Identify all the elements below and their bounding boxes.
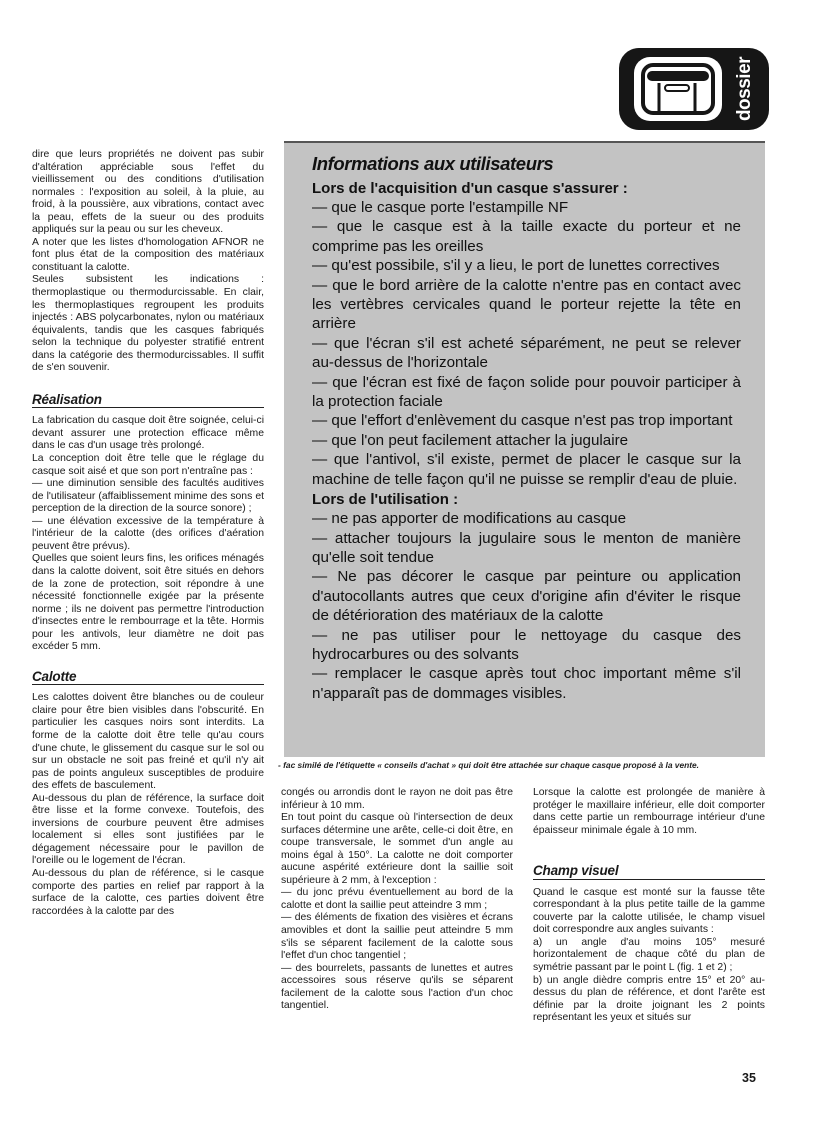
purchase-heading: Lors de l'acquisition d'un casque s'assurer :	[312, 180, 628, 197]
paragraph: Au-dessous du plan de référence, la surface doit être lisse et la forme convexe. Toutefois, des inversions de courbure peuvent être admises localement si elles sont justifiées par le dégagement nécessaire pour le pavillon de l'oreille ou le logement de l'écran.	[32, 792, 264, 867]
paragraph: Lorsque la calotte est prolongée de manière à protéger le maxillaire inférieur, elle doit comporter dans cette partie un rembourrage intérieur d'une épaisseur minimale égale à 10 mm.	[533, 787, 765, 836]
paragraph: La conception doit être telle que le réglage du casque soit aisé et que son port n'entraîne pas :	[32, 453, 264, 477]
section-title-champ-visuel: Champ visuel	[533, 865, 765, 880]
paragraph: — des bourrelets, passants de lunettes et autres accessoires sous réserve qu'ils se séparent facilement de la calotte sous l'action d'un choc tangentiel.	[281, 962, 513, 1012]
right-column	[533, 787, 765, 1025]
page-number: 35	[742, 1071, 756, 1085]
paragraph: Quand le casque est monté sur la fausse tête correspondant à la plus petite taille de la gamme couverte par la calotte utilisée, le champ visuel doit correspondre aux angles suivants :	[533, 886, 765, 936]
purchase-item: — que l'écran est fixé de façon solide pour pouvoir participer à la protection faciale	[312, 373, 741, 411]
use-item: — attacher toujours la jugulaire sous le menton de manière qu'elle soit tendue	[312, 529, 741, 566]
paragraph: Quelles que soient leurs fins, les orifices ménagés dans la calotte doivent, soit être situés en dehors de la zone de protection, soit répondre à une nécessité fonctionnelle exigée par la présente norme ; ils ne doivent pas permettre l'introduction d'insectes entre le rembourrage et la tête. Hormis pour les antivols, leur diamètre ne doit pas excéder 5 mm.	[32, 553, 264, 653]
purchase-item: — que le casque est à la taille exacte du porteur et ne comprime pas les oreilles	[312, 218, 741, 255]
middle-column	[281, 787, 513, 1013]
paragraph: A noter que les listes d'homologation AFNOR ne font plus état de la composition des matériaux constituant la calotte.	[32, 236, 264, 273]
paragraph: dire que leurs propriétés ne doivent pas subir d'altération appréciable sous l'effet du vieillissement ou des conditions d'utilisation normales : l'exposition au soleil, à la pluie, au froid, à la poussière, aux vibrations, contact avec la peau, effets de la sueur ou des produits appliqués sur la peau ou sur les cheveux.	[32, 149, 264, 236]
purchase-item: — que l'effort d'enlèvement du casque n'est pas trop important	[312, 412, 733, 430]
purchase-item: — que l'antivol, s'il existe, permet de placer le casque sur la machine de telle façon qu'il ne puisse se remplir d'eau de pluie.	[312, 451, 741, 488]
left-column	[32, 149, 264, 918]
paragraph: En tout point du casque où l'intersection de deux surfaces détermine une arête, celle-ci doit être, en coupe transversale, le sommet d'un angle au moins égal à 150°. La calotte ne doit comporter aucune aspérité extérieure dont la saillie soit supérieure à 2 mm, à l'exception :	[281, 812, 513, 886]
figure-caption: - fac similé de l'étiquette « conseils d'achat » qui doit être attachée sur chaque casque proposé à la vente.	[278, 760, 700, 770]
use-item: — ne pas utiliser pour le nettoyage du casque des hydrocarbures ou des solvants	[312, 626, 741, 663]
purchase-item: — que l'écran s'il est acheté séparément, ne peut se relever au-dessus de l'horizontale	[312, 334, 741, 372]
paragraph: Seules subsistent les indications : thermoplastique ou thermodurcissable. En clair, les thermoplastiques regroupent les produits injectés : ABS polycarbonates, nylon ou matériaux équivalents, tandis que les casques fabriqués selon la technique du polyester stratifié entrent dans la catégorie des thermodurcissables. Il suffit de s'en souvenir.	[32, 274, 264, 374]
paragraph: Les calottes doivent être blanches ou de couleur claire pour être bien visibles dans l'obscurité. En particulier les casques noirs sont interdits. La forme de la calotte doit être telle qu'au cours d'une chute, le glissement du casque sur le sol ou sur un obstacle ne soit pas freiné et qu'il n'y ait pas de points anguleux susceptibles de produire des effets de basculement.	[32, 692, 264, 792]
paragraph: congés ou arrondis dont le rayon ne doit pas être inférieur à 10 mm.	[281, 787, 513, 811]
use-item: — ne pas apporter de modifications au casque	[312, 510, 627, 528]
paragraph: — une diminution sensible des facultés auditives de l'utilisateur (affaiblissement minime des sons et perception de la direction de la source sonore) ;	[32, 478, 264, 515]
use-item: — remplacer le casque après tout choc important même s'il n'apparaît pas de dommages visibles.	[312, 665, 741, 702]
paragraph: La fabrication du casque doit être soignée, celui-ci devant assurer une protection efficace même dans le cas d'un usage très prolongé.	[32, 415, 264, 452]
paragraph: a) un angle d'au moins 105° mesuré horizontalement de chaque côté du plan de symétrie passant par le point L (fig. 1 et 2) ;	[533, 936, 765, 974]
paragraph: — du jonc prévu éventuellement au bord de la calotte et dont la saillie peut atteindre 3 mm ;	[281, 887, 513, 911]
paragraph: Au-dessous du plan de référence, si le casque comporte des parties en relief par rapport à la surface de la calotte, ces parties doivent être raccordées à la calotte par des	[32, 867, 264, 917]
logo-text: dossier	[734, 56, 755, 122]
paragraph: — des éléments de fixation des visières et écrans amovibles et dont la saillie peut atteindre 5 mm s'ils se séparent facilement de la calotte sous l'effet d'un choc tangentiel ;	[281, 912, 513, 962]
section-title-calotte: Calotte	[32, 671, 264, 686]
paragraph: b) un angle dièdre compris entre 15° et 20° au-dessus du plan de référence, et dont l'arête est définie par la droite joignant les 2 points représentant les yeux et situés sur	[533, 974, 765, 1024]
section-title-realisation: Réalisation	[32, 394, 264, 409]
user-information-box	[284, 141, 765, 757]
purchase-item: — que le bord arrière de la calotte n'entre pas en contact avec les vertèbres cervicales quand le porteur rejette la tête en arrière	[312, 276, 741, 333]
use-item: — Ne pas décorer le casque par peinture ou application d'autocollants autres que ceux d'origine afin d'éviter le risque de détérioration des matériaux de la calotte	[312, 568, 741, 625]
purchase-item: — que le casque porte l'estampille NF	[312, 199, 569, 216]
purchase-item: — qu'est possibile, s'il y a lieu, le port de lunettes correctives	[312, 257, 720, 275]
info-box-title: Informations aux utilisateurs	[312, 153, 554, 174]
purchase-item: — que l'on peut facilement attacher la jugulaire	[312, 431, 629, 449]
dossier-logo	[619, 45, 769, 133]
use-heading: Lors de l'utilisation :	[312, 491, 459, 509]
paragraph: — une élévation excessive de la température à l'intérieur de la calotte (des orifices d'aération peuvent être prévus).	[32, 515, 264, 552]
